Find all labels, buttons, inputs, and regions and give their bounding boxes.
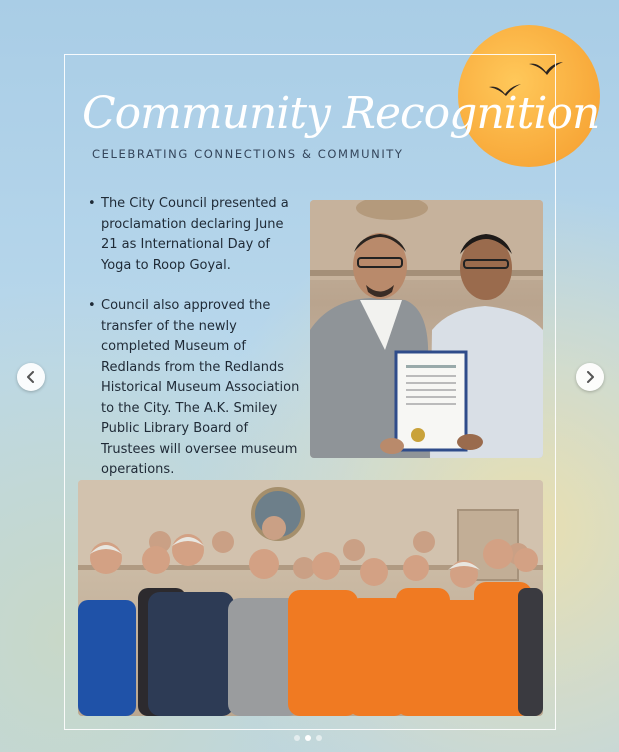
carousel-dot[interactable] (294, 735, 300, 741)
post-title: Community Recognition (82, 88, 600, 139)
bullet-item: • Council also approved the transfer of the newly completed Museum of Redlands from the Redlands Historical Museum Association to the City. The A.K. Smiley Public Library Board of Trustees will oversee museum operations. (88, 296, 300, 481)
carousel-indicators (294, 735, 322, 741)
previous-slide-button[interactable] (17, 363, 45, 391)
bullet-list (88, 194, 300, 501)
chevron-right-icon (584, 371, 596, 383)
next-slide-button[interactable] (576, 363, 604, 391)
carousel-dot-active[interactable] (305, 735, 311, 741)
chevron-left-icon (25, 371, 37, 383)
group-photo (78, 480, 543, 716)
post-subtitle: CELEBRATING CONNECTIONS & COMMUNITY (92, 147, 404, 161)
bullet-item: • The City Council presented a proclamation declaring June 21 as International Day of Yoga to Roop Goyal. (88, 194, 300, 276)
carousel-dot[interactable] (316, 735, 322, 741)
proclamation-photo (310, 200, 543, 458)
